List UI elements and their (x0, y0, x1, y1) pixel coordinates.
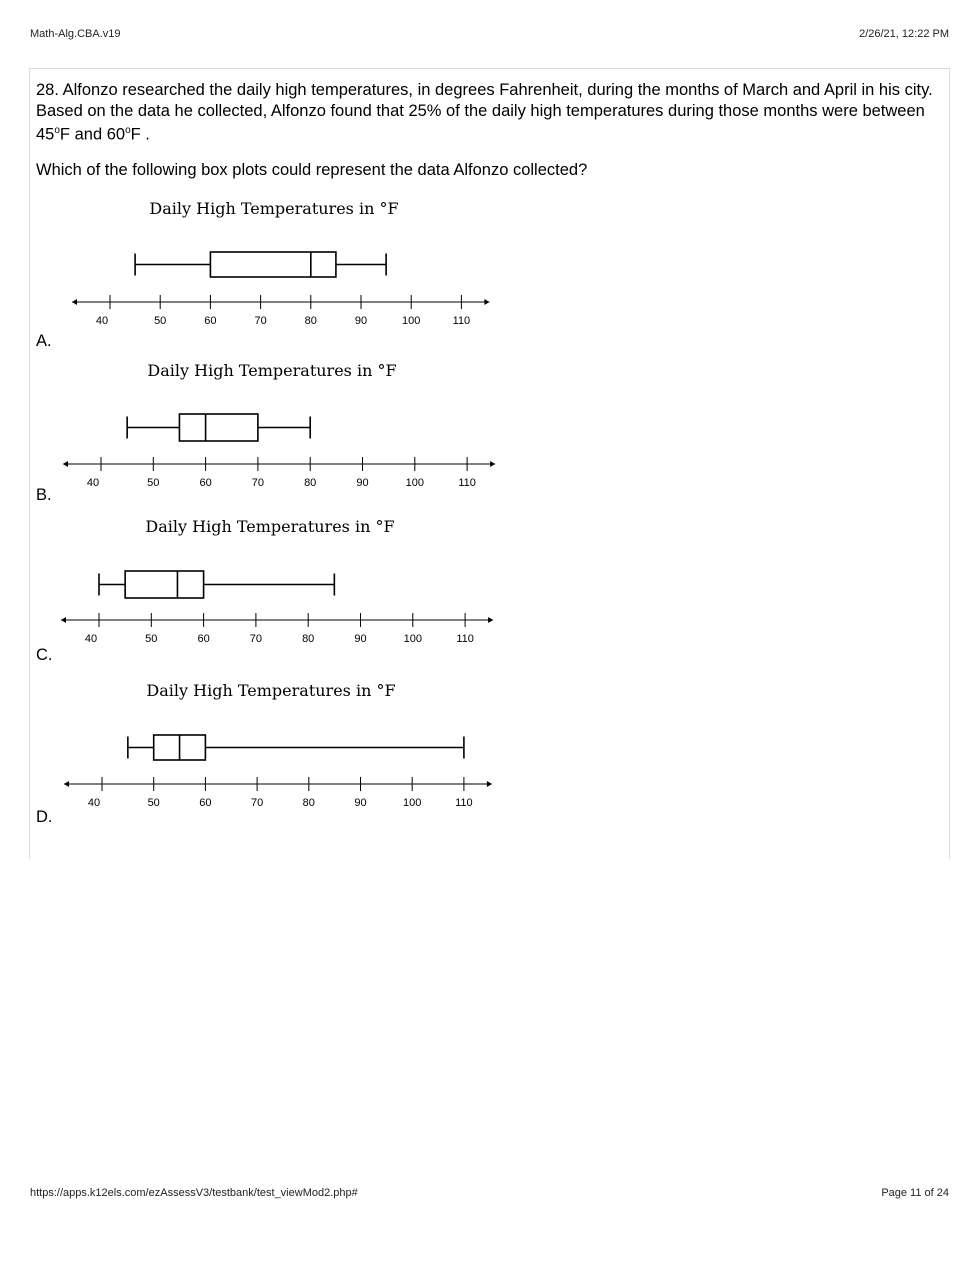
tick-label: 90 (356, 477, 369, 489)
tick-label: 70 (250, 797, 264, 809)
tick-label: 100 (403, 797, 422, 809)
number-line-left-arrow (72, 299, 77, 305)
page-footer-page-number: Page 11 of 24 (881, 1187, 949, 1199)
iqr-box (125, 571, 203, 598)
tick-label: 80 (304, 477, 317, 489)
tick-label: 110 (458, 477, 476, 489)
box-plot-a (60, 190, 500, 335)
tick-label: 100 (403, 633, 422, 645)
page-footer-url: https://apps.k12els.com/ezAssessV3/testbank/test_viewMod2.php# (30, 1187, 358, 1199)
tick-label: 80 (302, 797, 315, 809)
number-line-right-arrow (490, 461, 495, 467)
box-plot-b (60, 352, 500, 497)
tick-label: 90 (354, 633, 367, 645)
plot-title: Daily High Temperatures in °F (145, 517, 395, 536)
tick-label: 40 (84, 633, 98, 645)
tick-label: 80 (304, 315, 317, 327)
tick-label: 70 (249, 633, 263, 645)
page-header-left: Math-Alg.CBA.v19 (30, 28, 121, 40)
tick-label: 50 (147, 477, 160, 489)
option-b-label[interactable]: B. (36, 486, 52, 504)
tick-label: 100 (405, 477, 424, 489)
tick-label: 110 (452, 315, 471, 327)
degree-mark-2: o (125, 125, 131, 136)
number-line-right-arrow (488, 617, 493, 623)
tick-label: 40 (95, 315, 109, 327)
plot-title: Daily High Temperatures in °F (147, 361, 397, 380)
tick-label: 40 (86, 477, 100, 489)
tick-label: 60 (199, 797, 212, 809)
tick-label: 80 (302, 633, 315, 645)
tick-label: 100 (402, 315, 421, 327)
number-line-right-arrow (484, 299, 489, 305)
iqr-box (179, 414, 257, 441)
question-part3: F . (130, 125, 150, 144)
option-d-label[interactable]: D. (36, 808, 53, 826)
box-plot-d (60, 672, 500, 817)
question-prompt: Which of the following box plots could represent the data Alfonzo collected? (36, 161, 588, 179)
plot-title: Daily High Temperatures in °F (149, 199, 399, 218)
iqr-box (210, 252, 336, 277)
question-text (36, 80, 941, 145)
degree-mark-1: o (54, 125, 60, 136)
box-plot-c (60, 508, 500, 653)
tick-label: 60 (204, 315, 217, 327)
question-part2: F and 60 (59, 125, 126, 144)
question-number: 28. (36, 81, 59, 99)
tick-label: 110 (456, 633, 474, 645)
tick-label: 50 (145, 633, 158, 645)
tick-label: 50 (147, 797, 160, 809)
plot-title: Daily High Temperatures in °F (146, 681, 396, 700)
tick-label: 60 (199, 477, 212, 489)
question-part1: Alfonzo researched the daily high temperatures, in degrees Fahrenheit, during the months of March and April in his city. Based on the data he collected, Alfonzo found that 25% of the daily high temperatures during those months were between 45 (36, 81, 933, 144)
option-a-label[interactable]: A. (36, 332, 52, 350)
tick-label: 90 (354, 315, 368, 327)
tick-label: 110 (455, 797, 473, 809)
tick-label: 50 (154, 315, 167, 327)
number-line-left-arrow (64, 781, 69, 787)
number-line-left-arrow (61, 617, 66, 623)
tick-label: 70 (254, 315, 267, 327)
tick-label: 60 (197, 633, 210, 645)
number-line-left-arrow (63, 461, 68, 467)
tick-label: 40 (87, 797, 101, 809)
tick-label: 90 (354, 797, 367, 809)
option-c-label[interactable]: C. (36, 646, 53, 664)
page-header-right: 2/26/21, 12:22 PM (859, 28, 949, 40)
tick-label: 70 (251, 477, 265, 489)
number-line-right-arrow (487, 781, 492, 787)
